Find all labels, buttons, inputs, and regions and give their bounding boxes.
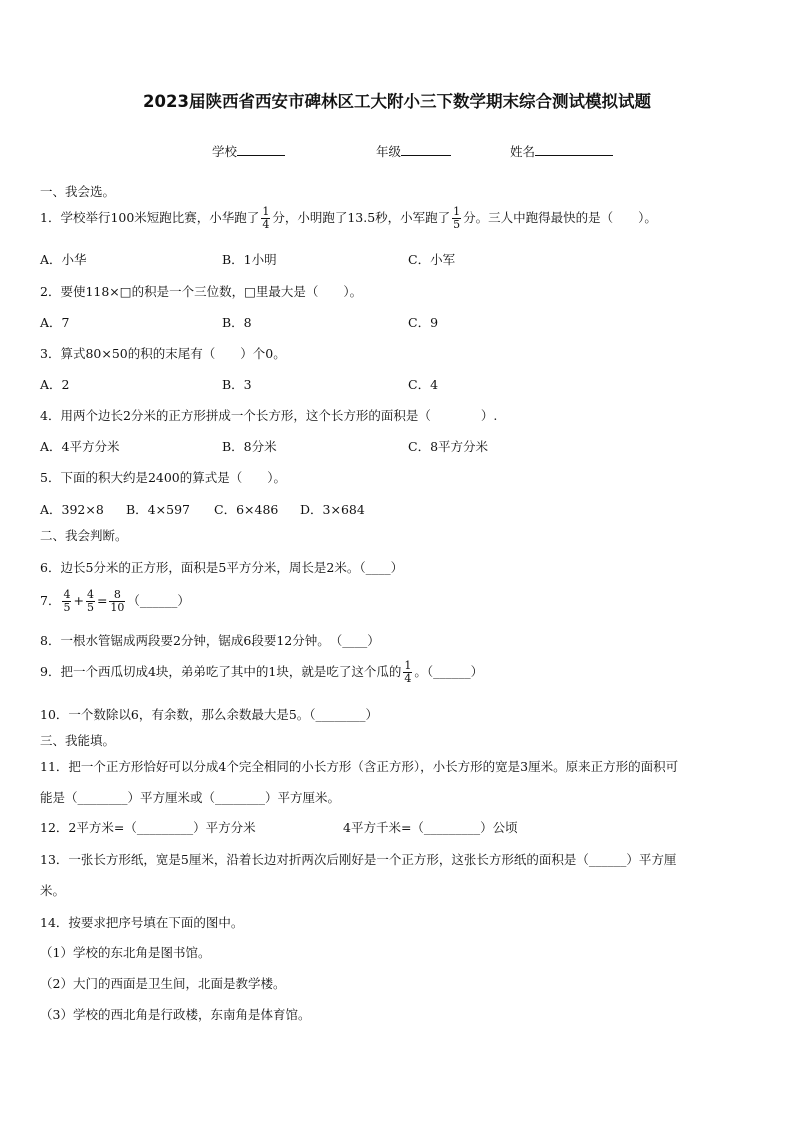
q9-fraction: $\frac{1}{4}$ <box>404 659 412 685</box>
question-3 <box>40 344 286 362</box>
school-blank <box>237 143 285 156</box>
grade-field <box>376 142 451 160</box>
question-14: 14．按要求把序号填在下面的图中。 <box>40 915 244 930</box>
question-10: 10．一个数除以6，有余数，那么余数最大是5。（________） <box>40 707 379 722</box>
question-14-item-2: （2）大门的西面是卫生间，北面是教学楼。 <box>40 976 286 991</box>
name-field <box>510 142 613 160</box>
q7-answer-blank: （______） <box>127 593 190 608</box>
q7-fraction-3: $\frac{8}{10}$ <box>110 588 125 614</box>
q9-text-b: 。（______） <box>414 664 484 679</box>
question-11-line-1: 11．把一个正方形恰好可以分成4个完全相同的小长方形（含正方形），小长方形的宽是3厘米。原来正方形的面积可 <box>40 759 679 774</box>
q2-option-b: B．8 <box>222 315 252 330</box>
grade-label: 年级 <box>376 144 402 159</box>
q4-option-b: B．8分米 <box>222 439 277 454</box>
question-5: 5．下面的积大约是2400的算式是（ ）。 <box>40 470 287 485</box>
school-field <box>212 142 285 160</box>
q7-equals: = <box>96 593 108 608</box>
question-12-part-a: 12．2平方米=（_________）平方分米 <box>40 820 256 835</box>
name-label: 姓名 <box>510 144 536 159</box>
question-14-item-1: （1）学校的东北角是图书馆。 <box>40 945 211 960</box>
q7-plus: + <box>73 593 84 608</box>
q3-text-a: 3．算式 <box>40 346 86 361</box>
page-title: 2023届陕西省西安市碑林区工大附小三下数学期末综合测试模拟试题 <box>143 92 651 111</box>
question-14-item-3: （3）学校的西北角是行政楼，东南角是体育馆。 <box>40 1007 311 1022</box>
q5-option-b: B．4×597 <box>126 502 190 517</box>
q1-text-c: 分。三人中跑得最快的是（ ）。 <box>463 210 657 225</box>
q1-option-c: C．小军 <box>408 252 456 267</box>
section-heading-3: 三、我能填。 <box>40 733 116 748</box>
q4-option-a: A．4平方分米 <box>40 439 120 454</box>
question-12-part-b: 4平方千米=（_________）公顷 <box>343 820 518 835</box>
q7-number: 7． <box>40 593 61 608</box>
q5-option-c: C．6×486 <box>214 502 279 517</box>
question-9 <box>40 660 483 685</box>
q9-text-a: 9．把一个西瓜切成4块，弟弟吃了其中的1块，就是吃了这个瓜的 <box>40 664 402 679</box>
q1-text-b: 分，小明跑了13.5秒，小军跑了 <box>272 210 451 225</box>
grade-blank <box>401 143 451 156</box>
school-label: 学校 <box>212 144 238 159</box>
q3-option-a: A．2 <box>40 377 70 392</box>
q3-option-c: C．4 <box>408 377 439 392</box>
q1-option-a: A．小华 <box>40 252 87 267</box>
q3-expression: 80×50 <box>85 346 128 361</box>
question-13-line-1: 13．一张长方形纸，宽是5厘米，沿着长边对折两次后刚好是一个正方形，这张长方形纸的面积是（______）平方厘 <box>40 852 677 867</box>
q5-option-d: D．3×684 <box>300 502 365 517</box>
q2-option-a: A．7 <box>40 315 70 330</box>
q7-fraction-1: $\frac{4}{5}$ <box>63 588 71 614</box>
question-1 <box>40 206 657 231</box>
question-11-line-2: 能是（________）平方厘米或（________）平方厘米。 <box>40 790 341 805</box>
section-heading-1: 一、我会选。 <box>40 184 116 199</box>
q2-option-c: C．9 <box>408 315 439 330</box>
q4-option-c: C．8平方分米 <box>408 439 489 454</box>
question-8: 8．一根水管锯成两段要2分钟，锯成6段要12分钟。 （____） <box>40 633 380 648</box>
question-13-line-2: 米。 <box>40 883 66 898</box>
q3-option-b: B．3 <box>222 377 252 392</box>
q1-fraction-1: $\frac{1}{4}$ <box>262 205 270 231</box>
question-6: 6．边长5分米的正方形，面积是5平方分米，周长是2米。（____） <box>40 560 404 575</box>
q1-fraction-2: $\frac{1}{5}$ <box>453 205 461 231</box>
q5-option-a: A．392×8 <box>40 502 104 517</box>
question-7 <box>40 589 190 614</box>
section-heading-2: 二、我会判断。 <box>40 528 128 543</box>
q7-fraction-2: $\frac{4}{5}$ <box>86 588 94 614</box>
q1-text-a: 1．学校举行100米短跑比赛，小华跑了 <box>40 210 260 225</box>
q1-option-b: B．1小明 <box>222 252 277 267</box>
question-2: 2．要使118×□的积是一个三位数，□里最大是（ ）。 <box>40 284 363 299</box>
question-4: 4．用两个边长2分米的正方形拼成一个长方形，这个长方形的面积是（ ）. <box>40 408 498 423</box>
q3-text-b: 的积的末尾有（ ）个0。 <box>127 346 286 361</box>
name-blank <box>535 143 613 156</box>
